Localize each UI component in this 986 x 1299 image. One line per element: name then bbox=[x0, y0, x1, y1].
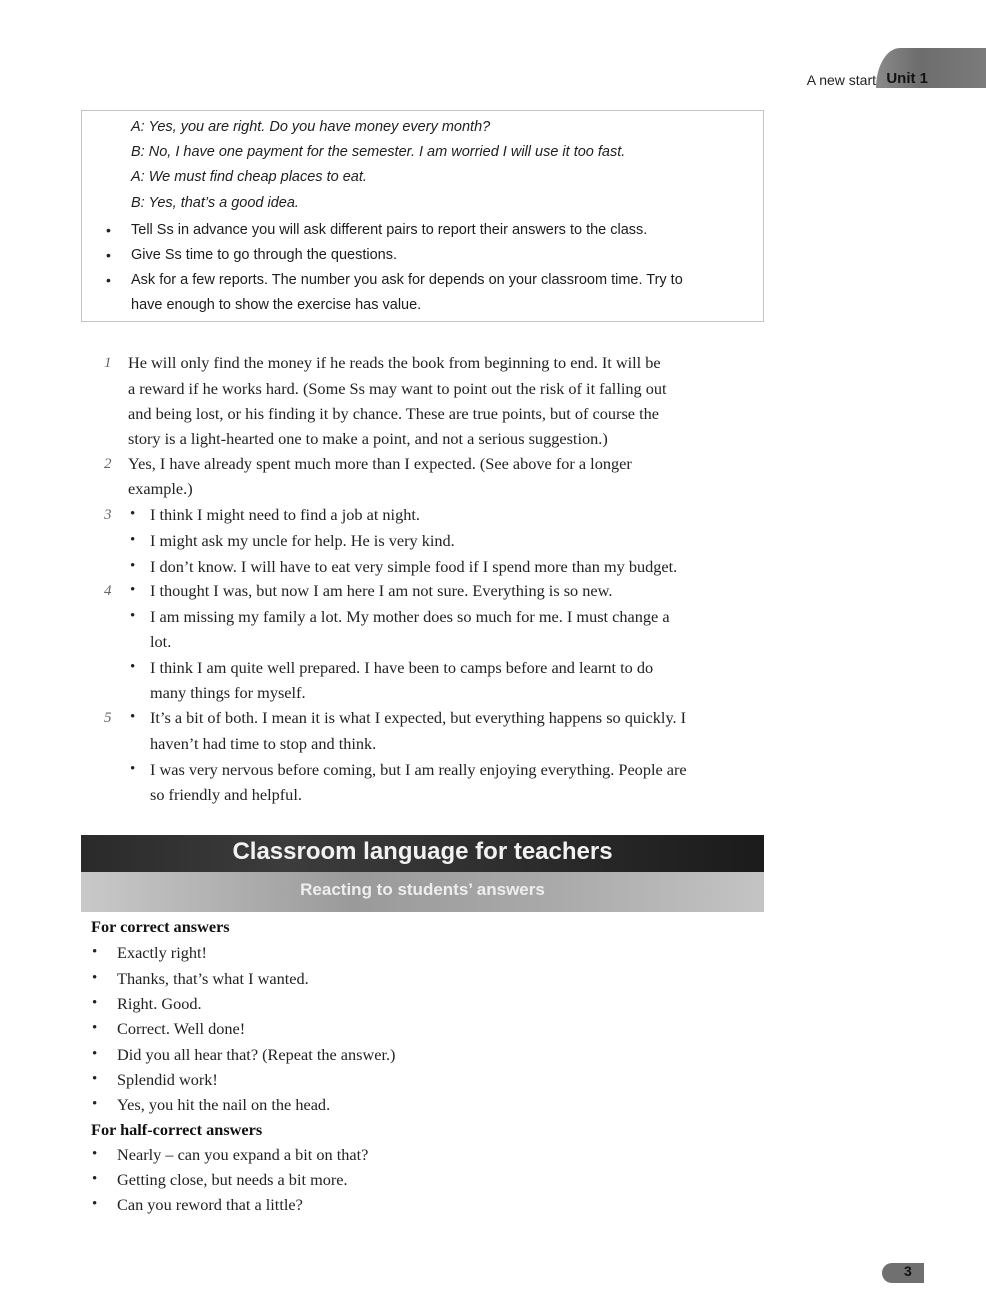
list-item: Splendid work! bbox=[117, 1070, 218, 1089]
bullet-icon: • bbox=[92, 1020, 98, 1036]
answer-number: 5 bbox=[104, 710, 112, 726]
subheading-half-correct: For half-correct answers bbox=[91, 1120, 263, 1139]
list-item: Getting close, but needs a bit more. bbox=[117, 1170, 348, 1189]
note-bullet: Give Ss time to go through the questions. bbox=[131, 247, 397, 263]
list-item: Can you reword that a little? bbox=[117, 1195, 303, 1214]
bullet-icon: • bbox=[92, 1196, 98, 1212]
list-item: Right. Good. bbox=[117, 994, 202, 1013]
note-bullet: Tell Ss in advance you will ask different pairs to report their answers to the class. bbox=[131, 222, 648, 238]
note-bullet: Ask for a few reports. The number you ask for depends on your classroom time. Try to bbox=[131, 272, 683, 288]
bullet-icon: • bbox=[92, 944, 98, 960]
page-number-tab bbox=[882, 1263, 924, 1283]
bullet-icon: • bbox=[106, 272, 111, 288]
bullet-icon: • bbox=[130, 506, 136, 522]
list-item: Yes, you hit the nail on the head. bbox=[117, 1095, 331, 1114]
answer-number: 1 bbox=[104, 355, 112, 371]
answer-line: He will only find the money if he reads the book from beginning to end. It will be bbox=[128, 353, 661, 372]
bullet-icon: • bbox=[92, 1146, 98, 1162]
answer-line: and being lost, or his finding it by chance. These are true points, but of course the bbox=[128, 404, 659, 423]
answer-line: Yes, I have already spent much more than I expected. (See above for a longer bbox=[128, 454, 632, 473]
bullet-icon: • bbox=[106, 222, 111, 238]
bullet-icon: • bbox=[130, 761, 136, 777]
answer-line: I don’t know. I will have to eat very simple food if I spend more than my budget. bbox=[150, 557, 678, 576]
bullet-icon: • bbox=[130, 558, 136, 574]
note-bullet-continued: have enough to show the exercise has value. bbox=[131, 297, 422, 313]
bullet-icon: • bbox=[106, 247, 111, 263]
page-header bbox=[546, 46, 986, 90]
page-number: 3 bbox=[904, 1263, 912, 1279]
dialogue-line: B: Yes, that’s a good idea. bbox=[131, 195, 299, 211]
list-item: Nearly – can you expand a bit on that? bbox=[117, 1145, 369, 1164]
list-item: Did you all hear that? (Repeat the answer.) bbox=[117, 1045, 396, 1064]
bullet-icon: • bbox=[92, 970, 98, 986]
unit-label: Unit 1 bbox=[886, 70, 928, 87]
bullet-icon: • bbox=[130, 709, 136, 725]
bullet-icon: • bbox=[92, 1046, 98, 1062]
answer-number: 4 bbox=[104, 583, 112, 599]
answer-line: I thought I was, but now I am here I am not sure. Everything is so new. bbox=[150, 581, 613, 600]
answer-line: lot. bbox=[150, 632, 172, 651]
bullet-icon: • bbox=[130, 582, 136, 598]
banner-title: Classroom language for teachers bbox=[232, 838, 613, 865]
answer-line: so friendly and helpful. bbox=[150, 785, 302, 804]
list-item: Thanks, that’s what I wanted. bbox=[117, 969, 309, 988]
answer-line: I think I am quite well prepared. I have been to camps before and learnt to do bbox=[150, 658, 654, 677]
bullet-icon: • bbox=[130, 659, 136, 675]
list-item: Exactly right! bbox=[117, 943, 207, 962]
bullet-icon: • bbox=[130, 608, 136, 624]
answer-line: many things for myself. bbox=[150, 683, 306, 702]
answer-number: 2 bbox=[104, 456, 112, 472]
answer-line: haven’t had time to stop and think. bbox=[150, 734, 377, 753]
teaching-notes-box bbox=[81, 110, 764, 322]
dialogue-line: A: We must find cheap places to eat. bbox=[131, 169, 367, 185]
answer-line: a reward if he works hard. (Some Ss may want to point out the risk of it falling out bbox=[128, 379, 667, 398]
bullet-icon: • bbox=[130, 532, 136, 548]
section-title: A new start bbox=[806, 72, 876, 88]
bullet-icon: • bbox=[92, 1171, 98, 1187]
dialogue-line: A: Yes, you are right. Do you have money every month? bbox=[131, 119, 491, 135]
bullet-icon: • bbox=[92, 1096, 98, 1112]
answer-line: I was very nervous before coming, but I am really enjoying everything. People are bbox=[150, 760, 687, 779]
answer-line: I think I might need to find a job at night. bbox=[150, 505, 420, 524]
answer-number: 3 bbox=[104, 507, 112, 523]
answer-line: story is a light-hearted one to make a point, and not a serious suggestion.) bbox=[128, 429, 608, 448]
bullet-icon: • bbox=[92, 1071, 98, 1087]
list-item: Correct. Well done! bbox=[117, 1019, 246, 1038]
answer-line: I might ask my uncle for help. He is very kind. bbox=[150, 531, 455, 550]
dialogue-line: B: No, I have one payment for the semester. I am worried I will use it too fast. bbox=[131, 144, 626, 160]
bullet-icon: • bbox=[92, 995, 98, 1011]
answer-line: It’s a bit of both. I mean it is what I expected, but everything happens so quickly. I bbox=[150, 708, 687, 727]
subheading-correct: For correct answers bbox=[91, 917, 230, 936]
answer-line: example.) bbox=[128, 479, 193, 498]
answer-line: I am missing my family a lot. My mother does so much for me. I must change a bbox=[150, 607, 670, 626]
banner-subtitle: Reacting to students’ answers bbox=[300, 880, 545, 899]
